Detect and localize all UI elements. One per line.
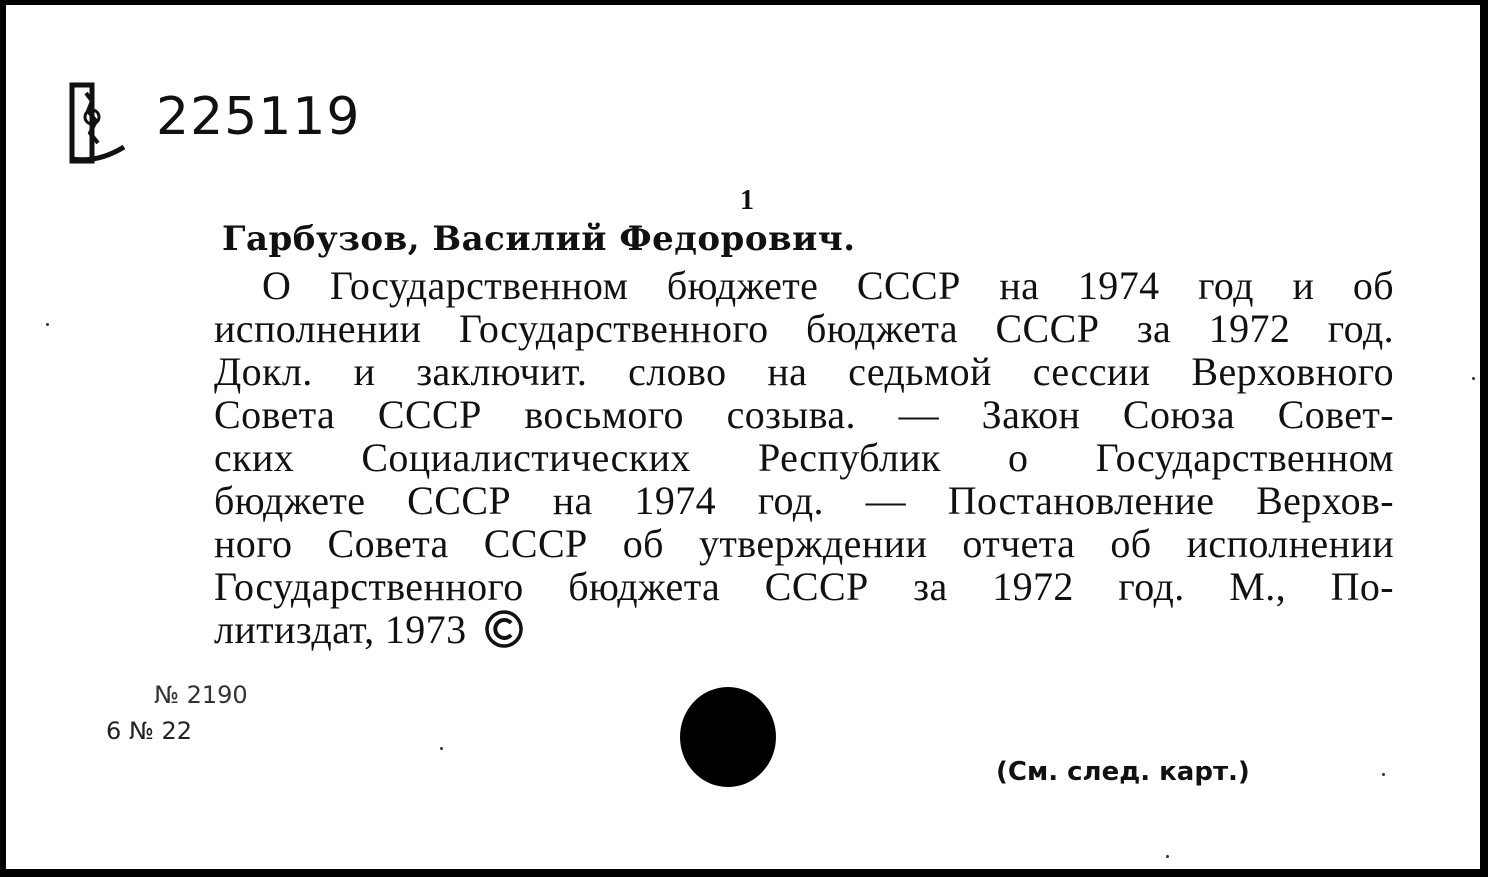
speck: [46, 323, 49, 326]
card-sequence-number: 1: [740, 185, 754, 216]
speck: [1382, 773, 1385, 776]
description-line: О Государственном бюджете СССР на 1974 год и об: [262, 263, 1394, 308]
description-line-last: [214, 608, 1394, 651]
speck: [1166, 855, 1169, 858]
description-line: ских Социалистических Республик о Государственном: [214, 435, 1394, 480]
speck: [1472, 377, 1475, 380]
see-next-card-note: (См. след. карт.): [996, 757, 1250, 787]
bibliographic-description: [214, 264, 1394, 651]
catalog-card: [6, 5, 1480, 869]
card-number: 225119: [156, 87, 361, 147]
register-number-1: № 2190: [154, 681, 248, 709]
description-line: Докл. и заключит. слово на седьмой сессии Верховного: [214, 349, 1394, 394]
publisher-year: литиздат, 1973: [214, 607, 467, 652]
library-stamp-icon: [68, 81, 138, 165]
author-heading: Гарбузов, Василий Федорович.: [222, 219, 856, 259]
description-line: Государственного бюджета СССР за 1972 год. М., По-: [214, 564, 1394, 609]
description-line: бюджете СССР на 1974 год. — Постановление Верхов-: [214, 478, 1394, 523]
description-line: Совета СССР восьмого созыва. — Закон Союза Совет-: [214, 392, 1394, 437]
register-number-2: 6 № 22: [106, 717, 193, 745]
copyright-icon: [484, 609, 524, 649]
punch-hole: [680, 687, 776, 787]
description-line: ного Совета СССР об утверждении отчета об исполнении: [214, 521, 1394, 566]
description-line: исполнении Государственного бюджета СССР за 1972 год.: [214, 306, 1394, 351]
speck: [440, 747, 443, 750]
